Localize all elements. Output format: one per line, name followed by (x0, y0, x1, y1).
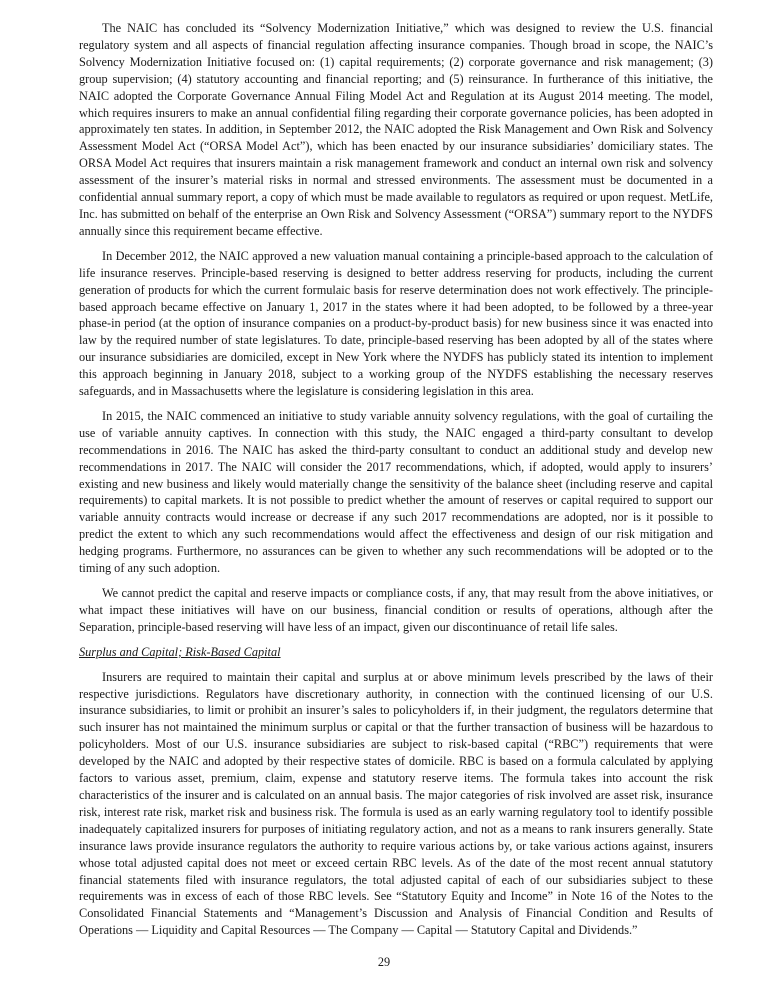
document-page (79, 20, 713, 947)
paragraph-risk-based-capital: Insurers are required to maintain their capital and surplus at or above minimum levels prescribed by the laws of their respective jurisdictions. Regulators have discretionary authority, in connection with the continued licensing of our U.S. insurance subsidiaries, to limit or prohibit an insurer’s sales to policyholders if, in their judgment, the regulators determine that such insurer has not maintained the minimum surplus or capital or that the further transaction of business will be hazardous to policyholders. Most of our U.S. insurance subsidiaries are subject to risk-based capital (“RBC”) requirements that were developed by the NAIC and adopted by their respective states of domicile. RBC is based on a formula calculated by applying factors to various asset, premium, claim, expense and statutory reserve items. The formula takes into account the risk characteristics of the insurer and is calculated on an annual basis. The major categories of risk involved are asset risk, insurance risk, interest rate risk, market risk and business risk. The formula is used as an early warning regulatory tool to identify possible inadequately capitalized insurers for purposes of initiating regulatory action, and not as a means to rank insurers generally. State insurance laws provide insurance regulators the authority to require various actions by, or take various actions against, insurers whose total adjusted capital does not meet or exceed certain RBC levels. As of the date of the most recent annual statutory financial statements filed with insurance regulators, the total adjusted capital of each of our subsidiaries subject to these requirements was in excess of each of those RBC levels. See “Statutory Equity and Income” in Note 16 of the Notes to the Consolidated Financial Statements and “Management’s Discussion and Analysis of Financial Condition and Results of Operations — Liquidity and Capital Resources — The Company — Capital — Statutory Capital and Dividends.” (79, 669, 713, 938)
page-number: 29 (377, 955, 391, 969)
paragraph-capital-reserve-impacts: We cannot predict the capital and reserve impacts or compliance costs, if any, that may result from the above initiatives, or what impact these initiatives will have on our business, financial condition or results of operations, although after the Separation, principle-based reserving will have less of an impact, given our discontinuance of retail life sales. (79, 586, 713, 634)
paragraph-solvency-modernization: The NAIC has concluded its “Solvency Modernization Initiative,” which was designed to review the U.S. financial regulatory system and all aspects of financial regulation affecting insurance companies. Though broad in scope, the NAIC’s Solvency Modernization Initiative focused on: (1) capital requirements; (2) corporate governance and risk management; (3) group supervision; (4) statutory accounting and financial reporting; and (5) reinsurance. In furtherance of this initiative, the NAIC adopted the Corporate Governance Annual Filing Model Act and Regulation at its August 2014 meeting. The model, which requires insurers to make an annual confidential filing regarding their corporate governance policies, has been adopted in approximately ten states. In addition, in September 2012, the NAIC adopted the Risk Management and Own Risk and Solvency Assessment Model Act (“ORSA Model Act”), which has been enacted by our insurance subsidiaries’ domiciliary states. The ORSA Model Act requires that insurers maintain a risk management framework and conduct an internal own risk and solvency assessment of the insurer’s material risks in normal and stressed environments. The assessment must be documented in a confidential annual summary report, a copy of which must be made available to regulators as required or upon request. MetLife, Inc. has submitted on behalf of the enterprise an Own Risk and Solvency Assessment (“ORSA”) summary report to the NYDFS annually since this requirement became effective. (79, 21, 713, 238)
section-heading: Surplus and Capital; Risk-Based Capital (79, 644, 281, 659)
paragraph-principle-based-reserving: In December 2012, the NAIC approved a new valuation manual containing a principle-based approach to the calculation of life insurance reserves. Principle-based reserving is designed to better address reserving for products, including the current generation of products for which the current formulaic basis for reserve determination does not work effectively. The principle-based approach became effective on January 1, 2017 in the states where it had been adopted, to be followed by a three-year phase-in period (at the option of insurance companies on a product-by-product basis) for new business since it was enacted into law by the required number of state legislatures. To date, principle-based reserving has been adopted by all of the states where our insurance subsidiaries are domiciled, except in New York where the NYDFS has publicly stated its intention to implement this approach beginning in January 2018, subject to a working group of the NYDFS establishing the necessary reserves safeguards, and in Massachusetts where the legislature is considering legislation in this area. (79, 248, 713, 399)
paragraph-variable-annuity: In 2015, the NAIC commenced an initiative to study variable annuity solvency regulations, with the goal of curtailing the use of variable annuity captives. In connection with this study, the NAIC engaged a third-party consultant to develop recommendations in 2016. The NAIC has asked the third-party consultant to conduct an additional study and develop new recommendations in 2017. The NAIC will consider the 2017 recommendations, which, if adopted, would apply to insurers’ existing and new business and likely would materially change the sensitivity of the balance sheet (including reserve and capital requirements) to capital markets. It is not possible to predict whether the amount of reserves or capital required to support our variable annuity contracts would increase or decrease if any such 2017 recommendations are adopted, nor is it possible to predict the extent to which any such recommendations would affect the effectiveness and design of our risk mitigation and hedging programs. Furthermore, no assurances can be given to whether any such recommendations will be adopted or to the timing of any such adoption. (79, 408, 713, 576)
